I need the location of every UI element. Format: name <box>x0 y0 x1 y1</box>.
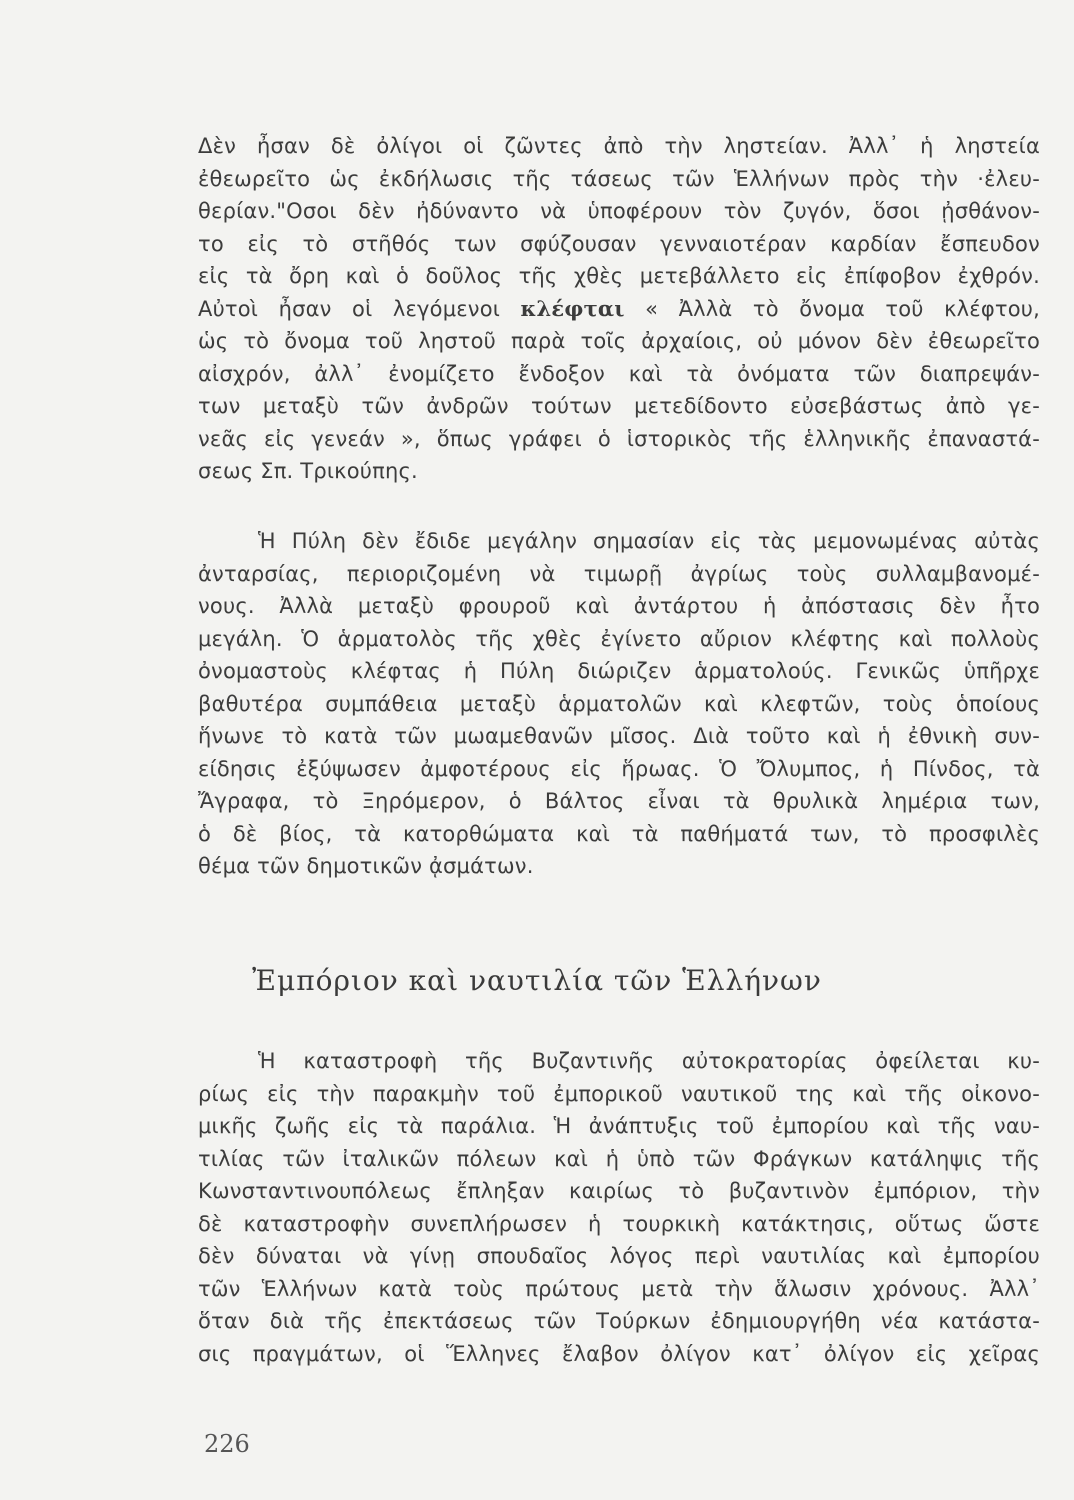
text-line: σεως Σπ. Τρικούπης. <box>198 459 418 483</box>
text-line: εἰς τὰ ὄρη καὶ ὁ δοῦλος τῆς χθὲς μετεβάλλετο εἰς ἐπίφοβον ἐχθρόν. <box>198 264 1040 288</box>
text-line: αἰσχρόν, ἀλλ᾿ ἐνομίζετο ἔνδοξον καὶ τὰ ὀνόματα τῶν διαπρεψάν- <box>198 361 1040 386</box>
text-line: ρίως εἰς τὴν παρακμὴν τοῦ ἐμπορικοῦ ναυτικοῦ της καὶ τῆς οἰκονο- <box>198 1081 1040 1106</box>
text-line: ἐθεωρεῖτο ὡς ἐκδήλωσις τῆς τάσεως τῶν Ἑλλήνων πρὸς τὴν ·ἐλευ- <box>198 166 1040 191</box>
text-line: Δὲν ἦσαν δὲ ὀλίγοι οἱ ζῶντες ἀπὸ τὴν ληστείαν. Ἀλλ᾿ ἡ ληστεία <box>198 134 1040 158</box>
text-line: ὁ δὲ βίος, τὰ κατορθώματα καὶ τὰ παθήματά των, τὸ προσφιλὲς <box>198 821 1040 846</box>
text-line: ἥνωνε τὸ κατὰ τῶν μωαμεθανῶν μῖσος. Διὰ τοῦτο καὶ ἡ ἐθνικὴ συν- <box>198 724 1040 748</box>
text-line: είδησις ἐξύψωσεν ἀμφοτέρους εἰς ἥρωας. Ὁ Ὄλυμπος, ἡ Πίνδος, τὰ <box>198 756 1040 781</box>
text-line: μεγάλη. Ὁ ἁρματολὸς τῆς χθὲς ἐγίνετο αὔριον κλέφτης καὶ πολλοὺς <box>198 626 1040 651</box>
text-line <box>198 293 1040 326</box>
text-line: δὲν δύναται νὰ γίνῃ σπουδαῖος λόγος περὶ ναυτιλίας καὶ ἐμπορίου <box>198 1244 1040 1268</box>
text-line: δὲ καταστροφὴν συνεπλήρωσεν ἡ τουρκικὴ κατάκτησις, οὕτως ὥστε <box>198 1211 1040 1236</box>
text-line: ὅταν διὰ τῆς ἐπεκτάσεως τῶν Τούρκων ἐδημιουργήθη νέα κατάστα- <box>198 1309 1040 1333</box>
paragraph-commerce <box>198 1045 1040 1370</box>
text-segment: « Ἀλλὰ τὸ ὄνομα τοῦ κλέφτου, <box>624 296 1040 321</box>
text-line: νους. Ἀλλὰ μεταξὺ φρουροῦ καὶ ἀντάρτου ἡ ἀπόστασις δὲν ἦτο <box>198 594 1040 618</box>
text-line: βαθυτέρα συμπάθεια μεταξὺ ἁρματολῶν καὶ κλεφτῶν, τοὺς ὁποίους <box>198 691 1040 716</box>
text-line: των μεταξὺ τῶν ἀνδρῶν τούτων μετεδίδοντο εὐσεβάστως ἀπὸ γε- <box>198 394 1040 418</box>
bold-term-klefta: κλέφται <box>520 295 625 321</box>
paragraph-klephts <box>198 130 1040 488</box>
text-line: θέμα τῶν δημοτικῶν ᾀσμάτων. <box>198 854 534 878</box>
page-number: 226 <box>204 1430 250 1458</box>
text-segment: Αὐτοὶ ἦσαν οἱ λεγόμενοι <box>198 296 521 321</box>
paragraph-armatoloi <box>198 525 1040 883</box>
text-line: ὡς τὸ ὄνομα τοῦ ληστοῦ παρὰ τοῖς ἀρχαίοις, οὐ μόνον δὲν ἐθεωρεῖτο <box>198 329 1040 353</box>
text-line: ὀνομαστοὺς κλέφτας ἡ Πύλη διώριζεν ἁρματολούς. Γενικῶς ὑπῆρχε <box>198 659 1040 683</box>
text-line: τιλίας τῶν ἰταλικῶν πόλεων καὶ ἡ ὑπὸ τῶν Φράγκων κατάληψις τῆς <box>198 1146 1040 1171</box>
text-line: νεᾶς εἰς γενεάν », ὅπως γράφει ὁ ἱστορικὸς τῆς ἑλληνικῆς ἐπαναστά- <box>198 426 1040 451</box>
text-line: Κωνσταντινουπόλεως ἔπληξαν καιρίως τὸ βυζαντινὸν ἐμπόριον, τὴν <box>198 1179 1040 1203</box>
text-line: θερίαν."Οσοι δὲν ἠδύναντο νὰ ὑποφέρουν τὸν ζυγόν, ὅσοι ᾐσθάνον- <box>198 199 1040 223</box>
text-line: Ἡ Πύλη δὲν ἔδιδε μεγάλην σημασίαν εἰς τὰς μεμονωμένας αὐτὰς <box>258 529 1040 553</box>
text-line: το εἰς τὸ στῆθός των σφύζουσαν γενναιοτέραν καρδίαν ἔσπευδον <box>198 231 1040 256</box>
text-line: Ἄγραφα, τὸ Ξηρόμερον, ὁ Βάλτος εἶναι τὰ θρυλικὰ λημέρια των, <box>198 789 1040 813</box>
text-line: τῶν Ἑλλήνων κατὰ τοὺς πρώτους μετὰ τὴν ἅλωσιν χρόνους. Ἀλλ᾿ <box>198 1276 1040 1301</box>
section-heading: Ἐμπόριον καὶ ναυτιλία τῶν Ἑλλήνων <box>252 964 822 997</box>
text-line: ἀνταρσίας, περιοριζομένη νὰ τιμωρῇ ἀγρίως τοὺς συλλαμβανομέ- <box>198 561 1040 586</box>
text-line: σις πραγμάτων, οἱ Ἕλληνες ἔλαβον ὀλίγον κατ᾿ ὀλίγον εἰς χεῖρας <box>198 1341 1040 1366</box>
text-line: μικῆς ζωῆς εἰς τὰ παράλια. Ἡ ἀνάπτυξις τοῦ ἐμπορίου καὶ τῆς ναυ- <box>198 1114 1040 1138</box>
text-line: Ἡ καταστροφὴ τῆς Βυζαντινῆς αὐτοκρατορίας ὀφείλεται κυ- <box>258 1049 1040 1073</box>
